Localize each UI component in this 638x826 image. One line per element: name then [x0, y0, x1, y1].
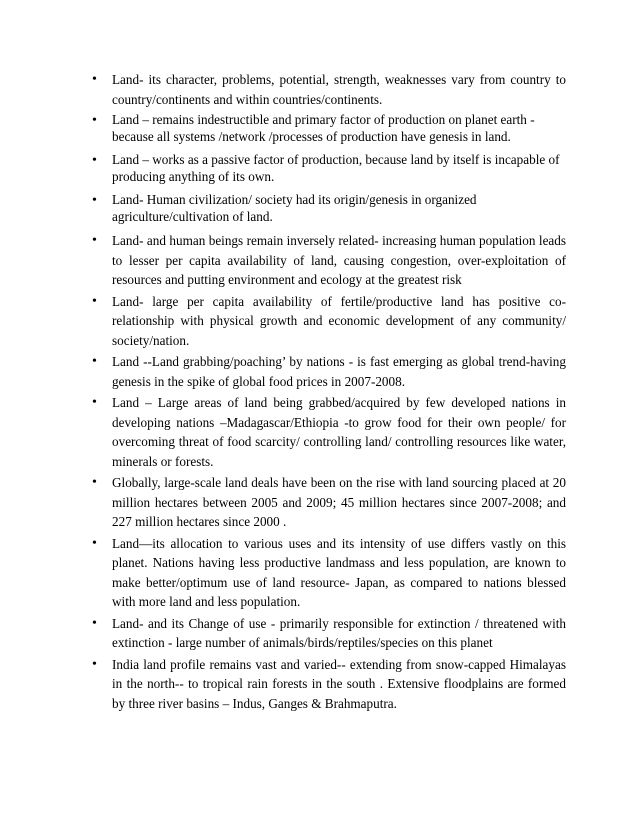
bullet-icon: •: [92, 153, 97, 168]
list-item-text: Land – remains indestructible and primary factor of production on planet earth - because all systems /network /processes of production have genesis in land.: [112, 112, 535, 144]
list-item-text: Land- large per capita availability of fertile/productive land has positive co-relationship with physical growth and economic development of any community/ society/nation.: [112, 293, 566, 348]
list-item: [92, 151, 566, 185]
list-item-text: Land—its allocation to various uses and its intensity of use differs vastly on this planet. Nations having less productive landmass and less population, are known to make better/optimum use of land resource- Japan, as compared to nations blessed with more land and less population.: [112, 535, 566, 609]
list-item: [92, 352, 566, 391]
list-item: [92, 534, 566, 612]
bullet-icon: •: [92, 113, 97, 128]
bullet-icon: •: [92, 233, 97, 248]
list-item: [92, 70, 566, 109]
bullet-icon: •: [92, 72, 97, 87]
list-item-text: Land – Large areas of land being grabbed/acquired by few developed nations in developing nations –Madagascar/Ethiopia -to grow food for their own people/ for overcoming threat of food scarcity/ controlling land/ controlling resources like water, minerals or forests.: [112, 395, 566, 469]
bullet-icon: •: [92, 395, 97, 410]
bullet-icon: •: [92, 475, 97, 490]
bullet-icon: •: [92, 535, 97, 551]
list-item-text: Land – works as a passive factor of production, because land by itself is incapable of producing anything of its own.: [112, 152, 560, 184]
list-item: [92, 393, 566, 471]
list-item: [92, 655, 566, 714]
list-item-text: Globally, large-scale land deals have been on the rise with land sourcing placed at 20 million hectares between 2005 and 2009; 45 million hectares since 2007-2008; and 227 million hectares since 2000 .: [112, 475, 566, 529]
list-item-text: India land profile remains vast and varied-- extending from snow-capped Himalayas in the north-- to tropical rain forests in the south . Extensive floodplains are formed by three river basins – Indus, Ganges & Brahmaputra.: [112, 656, 566, 711]
bullet-list: [92, 70, 566, 715]
list-item-text: Land- Human civilization/ society had its origin/genesis in organized agriculture/cultivation of land.: [112, 192, 477, 224]
bullet-icon: •: [92, 615, 97, 631]
bullet-icon: •: [92, 293, 97, 309]
list-item: [92, 292, 566, 351]
list-item: [92, 614, 566, 653]
list-item-text: Land- and its Change of use - primarily responsible for extinction / threatened with extinction - large number of animals/birds/reptiles/species on this planet: [112, 615, 566, 650]
bullet-icon: •: [92, 656, 97, 672]
bullet-icon: •: [92, 354, 97, 369]
list-item-text: Land- and human beings remain inversely related- increasing human population leads to lesser per capita availability of land, causing congestion, over-exploitation of resources and putting environment and ecology at the greatest risk: [112, 233, 566, 287]
list-item: [92, 231, 566, 290]
list-item-text: Land --Land grabbing/poaching’ by nations - is fast emerging as global trend-having genesis in the spike of global food prices in 2007-2008.: [112, 354, 566, 389]
list-item: [92, 191, 566, 225]
bullet-icon: •: [92, 193, 97, 208]
list-item: [92, 473, 566, 532]
list-item-text: Land- its character, problems, potential, strength, weaknesses vary from country to country/continents and within countries/continents.: [112, 72, 566, 107]
list-item: [92, 111, 566, 145]
